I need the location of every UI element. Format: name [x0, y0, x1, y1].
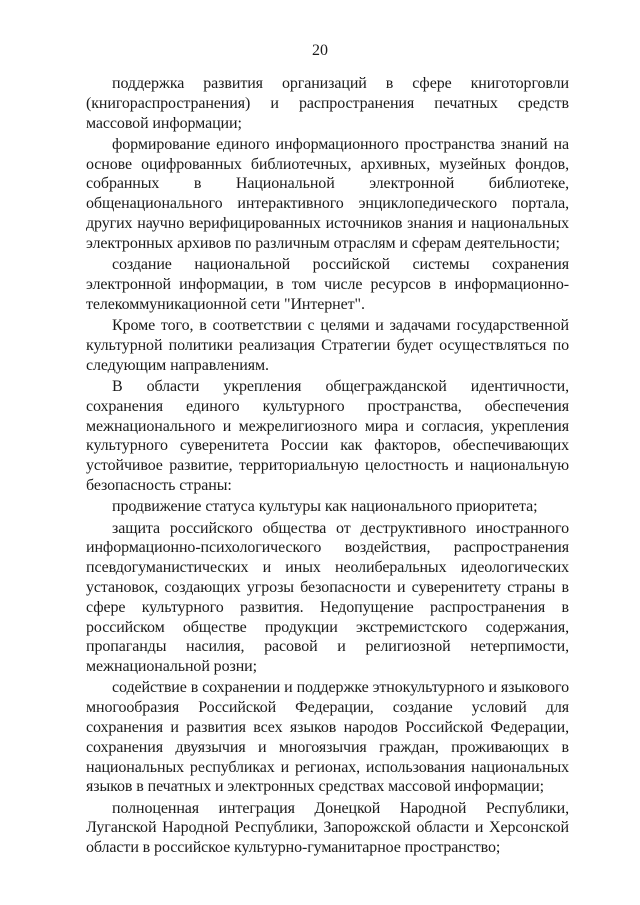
- paragraph-civic-identity: В области укрепления общегражданской идентичности, сохранения единого культурного пространства, обеспечения межнационального и межрелигиозного мира и согласия, укрепления культурного суверенитета России как факторов, обеспечивающих устойчивое развитие, территориальную целостность и национальную безопасность страны:: [86, 377, 569, 494]
- paragraph-unified-information-space: формирование единого информационного пространства знаний на основе оцифрованных библиотечных, архивных, музейных фондов, собранных в Национальной электронной библиотеке, общенационального интерактивного энциклопедического портала, других научно верифицированных источников знания и национальных электронных архивов по различным отраслям и сферам деятельности;: [86, 135, 569, 252]
- page-number: 20: [312, 42, 328, 59]
- paragraph-protection-society: защита российского общества от деструктивного иностранного информационно-психологического воздействия, распространения псевдогуманистических и иных неолиберальных идеологических установок, создающих угрозы безопасности и суверенитету страны в сфере культурного развития. Недопущение распространения в российском обществе продукции экстремистского содержания, пропаганды насилия, расовой и религиозной нетерпимости, межнациональной розни;: [86, 519, 569, 676]
- paragraph-culture-priority: продвижение статуса культуры как национального приоритета;: [112, 498, 538, 516]
- document-body: [86, 74, 569, 860]
- paragraph-support-book-trade: поддержка развития организаций в сфере книготорговли (книгораспространения) и распространения печатных средств массовой информации;: [86, 75, 569, 132]
- paragraph-integration-regions: полноценная интеграция Донецкой Народной Республики, Луганской Народной Республики, Запорожской области и Херсонской области в российское культурно-гуманитарное пространство;: [86, 799, 569, 857]
- paragraph-linguistic-diversity: содействие в сохранении и поддержке этнокультурного и языкового многообразия Российской Федерации, создание условий для сохранения и развития всех языков народов Российской Федерации, сохранения двуязычия и многоязычия граждан, проживающих в национальных республиках и регионах, использования национальных языков в печатных и электронных средствах массовой информации;: [86, 679, 569, 796]
- paragraph-electronic-preservation-system: создание национальной российской системы сохранения электронной информации, в том числе ресурсов в информационно-телекоммуникационной сети "Интернет".: [86, 256, 569, 313]
- paragraph-strategy-directions: Кроме того, в соответствии с целями и задачами государственной культурной политики реализация Стратегии будет осуществляться по следующим направлениям.: [86, 317, 569, 374]
